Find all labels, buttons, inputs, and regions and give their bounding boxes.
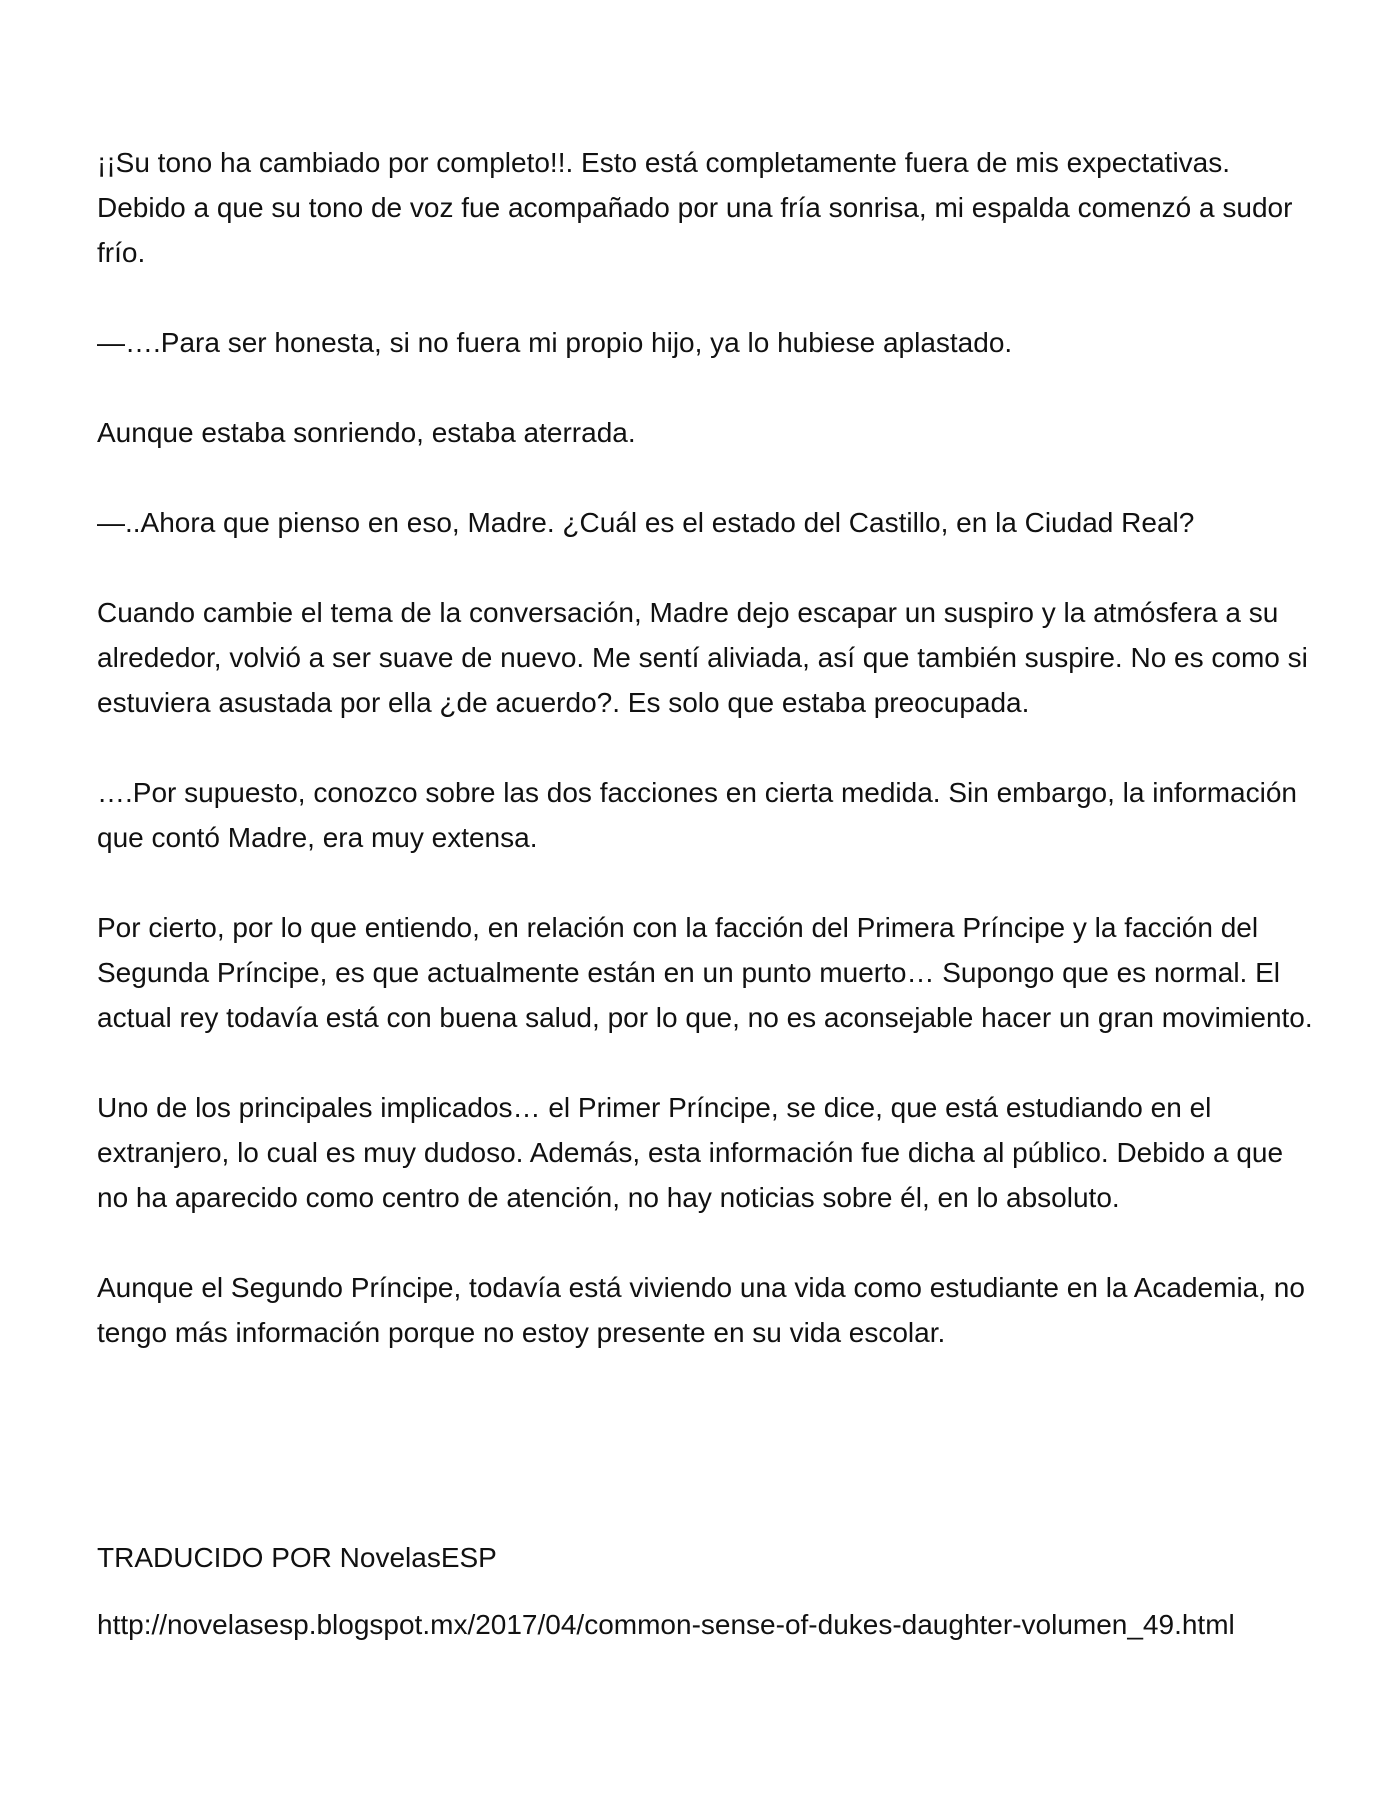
- paragraph: Aunque el Segundo Príncipe, todavía está viviendo una vida como estudiante en la Academia, no tengo más información porque no estoy presente en su vida escolar.: [97, 1272, 1305, 1348]
- paragraph: —….Para ser honesta, si no fuera mi propio hijo, ya lo hubiese aplastado.: [97, 327, 1013, 358]
- paragraph: ¡¡Su tono ha cambiado por completo!!. Esto está completamente fuera de mis expectativas. Debido a que su tono de voz fue acompañado por una fría sonrisa, mi espalda comenzó a sudor frío.: [97, 147, 1293, 268]
- paragraph: Cuando cambie el tema de la conversación, Madre dejo escapar un suspiro y la atmósfera a su alrededor, volvió a ser suave de nuevo. Me sentí aliviada, así que también suspire. No es como si estuviera asustada por ella ¿de acuerdo?. Es solo que estaba preocupada.: [97, 597, 1308, 718]
- paragraph: —..Ahora que pienso en eso, Madre. ¿Cuál es el estado del Castillo, en la Ciudad Real?: [97, 507, 1195, 538]
- translator-credit: TRADUCIDO POR NovelasESP: [97, 1542, 497, 1573]
- paragraph: ….Por supuesto, conozco sobre las dos facciones en cierta medida. Sin embargo, la información que contó Madre, era muy extensa.: [97, 777, 1297, 853]
- paragraph: Aunque estaba sonriendo, estaba aterrada.: [97, 417, 636, 448]
- section-spacer: [97, 1400, 1317, 1535]
- paragraph: Por cierto, por lo que entiendo, en relación con la facción del Primera Príncipe y la facción del Segunda Príncipe, es que actualmente están en un punto muerto… Supongo que es normal. El actual rey todavía está con buena salud, por lo que, no es aconsejable hacer un gran movimiento.: [97, 912, 1313, 1033]
- paragraph: Uno de los principales implicados… el Primer Príncipe, se dice, que está estudiando en el extranjero, lo cual es muy dudoso. Además, esta información fue dicha al público. Debido a que no ha aparecido como centro de atención, no hay noticias sobre él, en lo absoluto.: [97, 1092, 1284, 1213]
- source-link: http://novelasesp.blogspot.mx/2017/04/common-sense-of-dukes-daughter-volumen_49.html: [97, 1609, 1235, 1640]
- document-page: [97, 140, 1317, 1647]
